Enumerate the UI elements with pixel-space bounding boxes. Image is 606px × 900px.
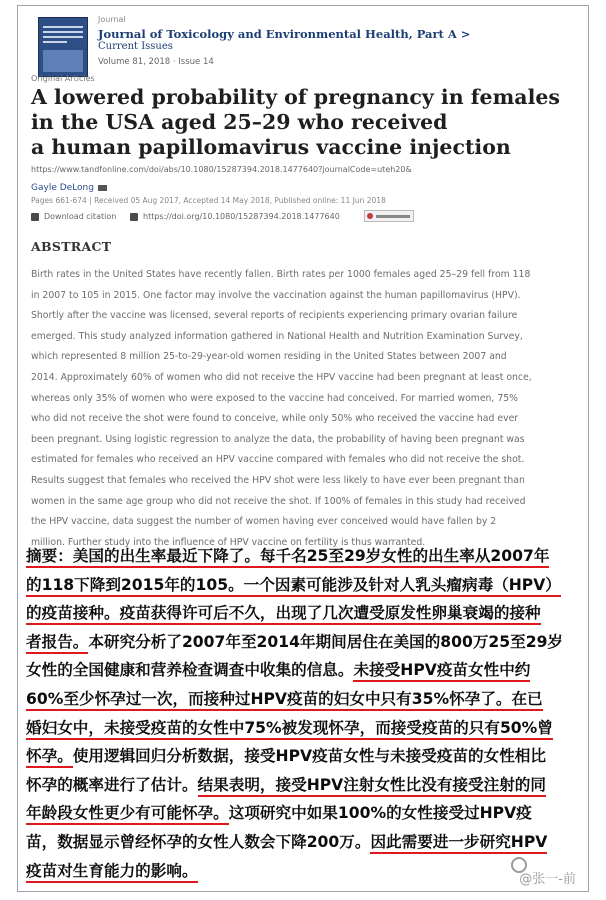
- translation-text: 女性的全国健康和营养检查调查中收集的信息。: [26, 661, 354, 680]
- translation-line: [26, 828, 588, 857]
- article-type: Original Articles: [31, 74, 95, 83]
- title-line: A lowered probability of pregnancy in females: [31, 85, 560, 109]
- abstract-line: million. Further study into the influence of HPV vaccine on fertility is thus warranted.: [31, 536, 426, 548]
- translation-line: [26, 571, 588, 600]
- underlined-text: 摘要：美国的出生率最近下降了。每千名25至29岁女性的出生率从2007年: [26, 547, 549, 568]
- underlined-text: 疫苗对生育能力的影响。: [26, 862, 198, 883]
- abstract-line: Shortly after the vaccine was licensed, several reports of recipients experiencing primary ovarian failure: [31, 310, 518, 322]
- abstract-english: [31, 265, 583, 553]
- translation-text: 本研究分析了2007年至2014年期间居住在美国的800万25至29岁: [88, 632, 564, 651]
- abstract-line: been pregnant. Using logistic regression to analyze the data, the probability of having been pregnant was: [31, 433, 525, 445]
- underlined-text: 者报告。: [26, 633, 88, 654]
- link-icon: [130, 213, 138, 221]
- translation-line: [26, 542, 588, 571]
- abstract-line: which represented 8 million 25-to-29-year-old women residing in the United States between 2007 and: [31, 351, 507, 363]
- abstract-line: 2014. Approximately 60% of women who did not receive the HPV vaccine had been pregnant at least once,: [31, 371, 532, 383]
- abstract-line: who did not receive the shot were found to conceive, while only 50% who received the vaccine had ever: [31, 413, 519, 425]
- abstract-line: Birth rates in the United States have recently fallen. Birth rates per 1000 females aged 25–29 fell from 118: [31, 269, 531, 280]
- abstract-line: whereas only 35% of women who were exposed to the vaccine had conceived. For married women, 75%: [31, 392, 519, 404]
- underlined-text: 怀孕。: [26, 747, 73, 768]
- translation-line: [26, 799, 588, 828]
- translation-text: 这项研究中如果100%的女性接受过HPV疫: [228, 804, 532, 823]
- author-name[interactable]: Gayle DeLong: [31, 183, 94, 193]
- download-icon: [31, 213, 39, 221]
- envelope-icon[interactable]: [98, 185, 107, 191]
- article-title: [31, 85, 571, 160]
- translation-line: [26, 599, 588, 628]
- translation-line: [26, 656, 588, 685]
- underlined-text: 因此需要进一步研究HPV: [370, 833, 547, 854]
- article-dates: Pages 661-674 | Received 05 Aug 2017, Accepted 14 May 2018, Published online: 11 Jun 2018: [31, 196, 386, 205]
- journal-cover-image[interactable]: [38, 17, 88, 77]
- doi-link[interactable]: [130, 212, 340, 221]
- author-link[interactable]: [31, 183, 107, 193]
- crossmark-badge[interactable]: [364, 210, 414, 222]
- volume-issue: Volume 81, 2018 · Issue 14: [98, 57, 214, 67]
- article-url[interactable]: https://www.tandfonline.com/doi/abs/10.1080/15287394.2018.1477640?journalCode=uteh20&: [31, 165, 412, 174]
- translation-text: 苗，数据显示曾经怀孕的女性人数会下降200万。: [26, 832, 371, 851]
- journal-name[interactable]: Journal of Toxicology and Environmental Health, Part A: [98, 27, 457, 41]
- underlined-text: 结果表明，接受HPV注射女性比没有接受注射的同: [198, 776, 546, 797]
- underlined-text: 的118下降到2015年的105。一个因素可能涉及针对人乳头瘤病毒（HPV）: [26, 576, 561, 597]
- translation-line: [26, 628, 588, 657]
- download-label[interactable]: Download citation: [44, 212, 117, 221]
- doi-text[interactable]: https://doi.org/10.1080/15287394.2018.1477640: [143, 212, 340, 221]
- title-line: a human papillomavirus vaccine injection: [31, 135, 511, 159]
- abstract-line: estimated for females who received an HPV vaccine compared with females who did not receive the shot.: [31, 454, 525, 466]
- translation-text: 使用逻辑回归分析数据，接受HPV疫苗女性与未接受疫苗的女性相比: [72, 747, 546, 766]
- abstract-line: the HPV vaccine, data suggest the number of women having ever conceived would have fallen by 2: [31, 516, 497, 528]
- translation-line: [26, 714, 588, 743]
- watermark: @张一-前: [519, 872, 576, 887]
- abstract-heading: ABSTRACT: [31, 239, 112, 254]
- translation-line: [26, 742, 588, 771]
- journal-name-link[interactable]: [98, 27, 470, 41]
- underlined-text: 年龄段女性更少有可能怀孕。: [26, 804, 229, 825]
- underlined-text: 的疫苗接种。疫苗获得许可后不久，出现了几次遭受原发性卵巢衰竭的接种: [26, 604, 541, 625]
- chevron-right-icon: >: [456, 27, 471, 41]
- title-line: in the USA aged 25–29 who received: [31, 110, 448, 134]
- underlined-text: 婚妇女中，未接受疫苗的女性中75%被发现怀孕，而接受疫苗的只有50%曾: [26, 719, 553, 740]
- abstract-line: in 2007 to 105 in 2015. One factor may involve the vaccination against the human papillomavirus (HPV).: [31, 289, 521, 301]
- abstract-line: emerged. This study analyzed information gathered in National Health and Nutrition Examination Survey,: [31, 330, 523, 342]
- abstract-line: women in the same age group who did not receive the shot. If 100% of females in this study had received: [31, 495, 526, 507]
- underlined-text: 60%至少怀孕过一次，而接种过HPV疫苗的妇女中只有35%怀孕了。在已: [26, 690, 543, 711]
- abstract-chinese-translation: [26, 542, 588, 885]
- translation-line: [26, 771, 588, 800]
- translation-text: 怀孕的概率进行了估计。: [26, 775, 198, 794]
- translation-line: [26, 857, 588, 886]
- journal-tag: Journal: [98, 15, 126, 24]
- abstract-line: Results suggest that females who received the HPV shot were less likely to have ever been pregnant than: [31, 474, 525, 486]
- download-citation-link[interactable]: [31, 212, 116, 221]
- translation-line: [26, 685, 588, 714]
- underlined-text: 未接受HPV疫苗女性中约: [353, 661, 530, 682]
- current-issues-link[interactable]: Current Issues: [98, 41, 173, 52]
